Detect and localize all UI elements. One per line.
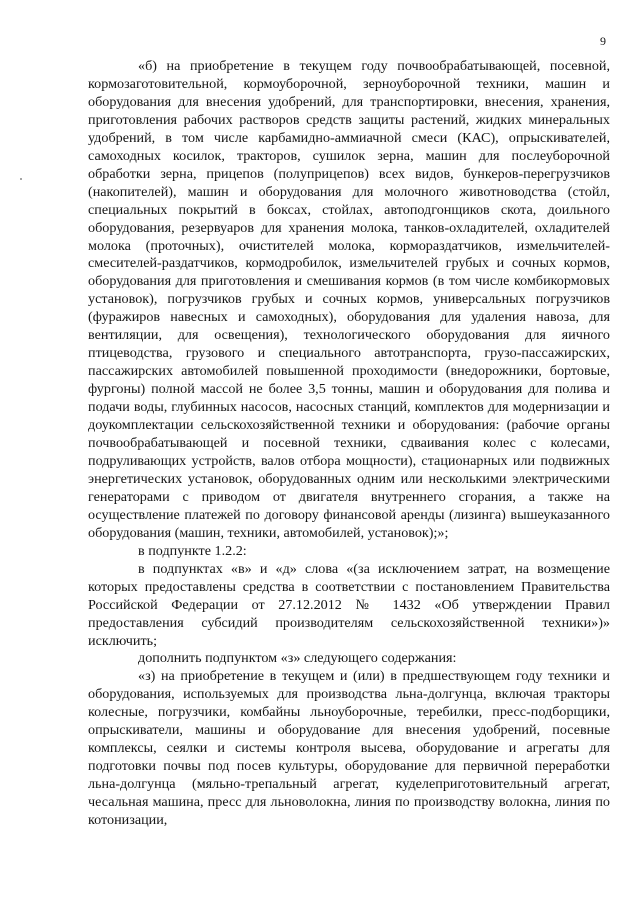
paragraph-subpoints-v-d: в подпунктах «в» и «д» слова «(за исключением затрат, на возмещение которых предоставлены средства в соответствии с постановлением Правительства Российской Федерации от 27.12.2012 № 1432 «Об утверждении Правил предоставления субсидий производителям сельскохозяйственной техники»)» исключить; [88, 560, 610, 649]
document-body [88, 58, 610, 830]
paragraph-subpoint-z: «з) на приобретение в текущем и (или) в предшествующем году техники и оборудования, используемых для производства льна-долгунца, включая тракторы колесные, погрузчики, комбайны льноуборочные, теребилки, пресс-подборщики, опрыскиватели, машины и оборудование для внесения удобрений, посевные комплексы, сеялки и системы контроля высева, оборудование и агрегаты для подготовки почвы под посев культуры, оборудование для первичной переработки льна-долгунца (мяльно-трепальный агрегат, куделеприготовительный агрегат, чесальная машина, пресс для льноволокна, линия по производству волокна, линия по котонизации, [88, 668, 610, 829]
page-number: 9 [600, 34, 606, 48]
scan-speck [20, 178, 22, 180]
paragraph-subpoint-b: «б) на приобретение в текущем году почвообрабатывающей, посевной, кормозаготовительной, кормоуборочной, зерноуборочной техники, машин и оборудования для внесения удобрений, для транспортировки, внесения, хранения, приготовления рабочих растворов средств защиты растений, жидких минеральных удобрений, в том числе карбамидно-аммиачной смеси (КАС), опрыскивателей, самоходных косилок, тракторов, сушилок зерна, машин для послеуборочной обработки зерна, прицепов (полуприцепов) всех видов, бункеров-перегрузчиков (накопителей), машин и оборудования для молочного животноводства (стойл, специальных покрытий в боксах, стойлах, автоподгонщиков скота, доильного оборудования, резервуаров для хранения молока, танков-охладителей, охладителей молока (проточных), очистителей молока, кормораздатчиков, измельчителей-смесителей-раздатчиков, кормодробилок, измельчителей грубых и сочных кормов, оборудования для приготовления и смешивания кормов (в том числе комбикормовых установок), погрузчиков грубых и сочных кормов, универсальных погрузчиков (фуражиров навесных и самоходных), оборудования для удаления навоза, для вентиляции, для освещения), технологического оборудования для яичного птицеводства, грузового и специального автотранспорта, грузо-пассажирских, пассажирских автомобилей повышенной проходимости (внедорожники, бортовые, фургоны) полной массой не более 3,5 тонны, машин и оборудования для полива и подачи воды, глубинных насосов, насосных станций, комплектов для модернизации и доукомплектации сельскохозяйственной техники и оборудования: (рабочие органы почвообрабатывающей и посевной техники, сдваивания колес с колесами, подруливающих устройств, валов отбора мощности), стационарных или подвижных энергетических установок, оборудованных одним или несколькими электрическими генераторами с приводом от двигателя внутреннего сгорания, а также на осуществление платежей по договору финансовой аренды (лизинга) вышеуказанного оборудования (машин, техники, автомобилей, установок);»; [88, 58, 610, 541]
paragraph-add-subpoint-z: дополнить подпунктом «з» следующего содержания: [138, 650, 457, 667]
paragraph-subpoint-1-2-2: в подпункте 1.2.2: [138, 542, 247, 559]
